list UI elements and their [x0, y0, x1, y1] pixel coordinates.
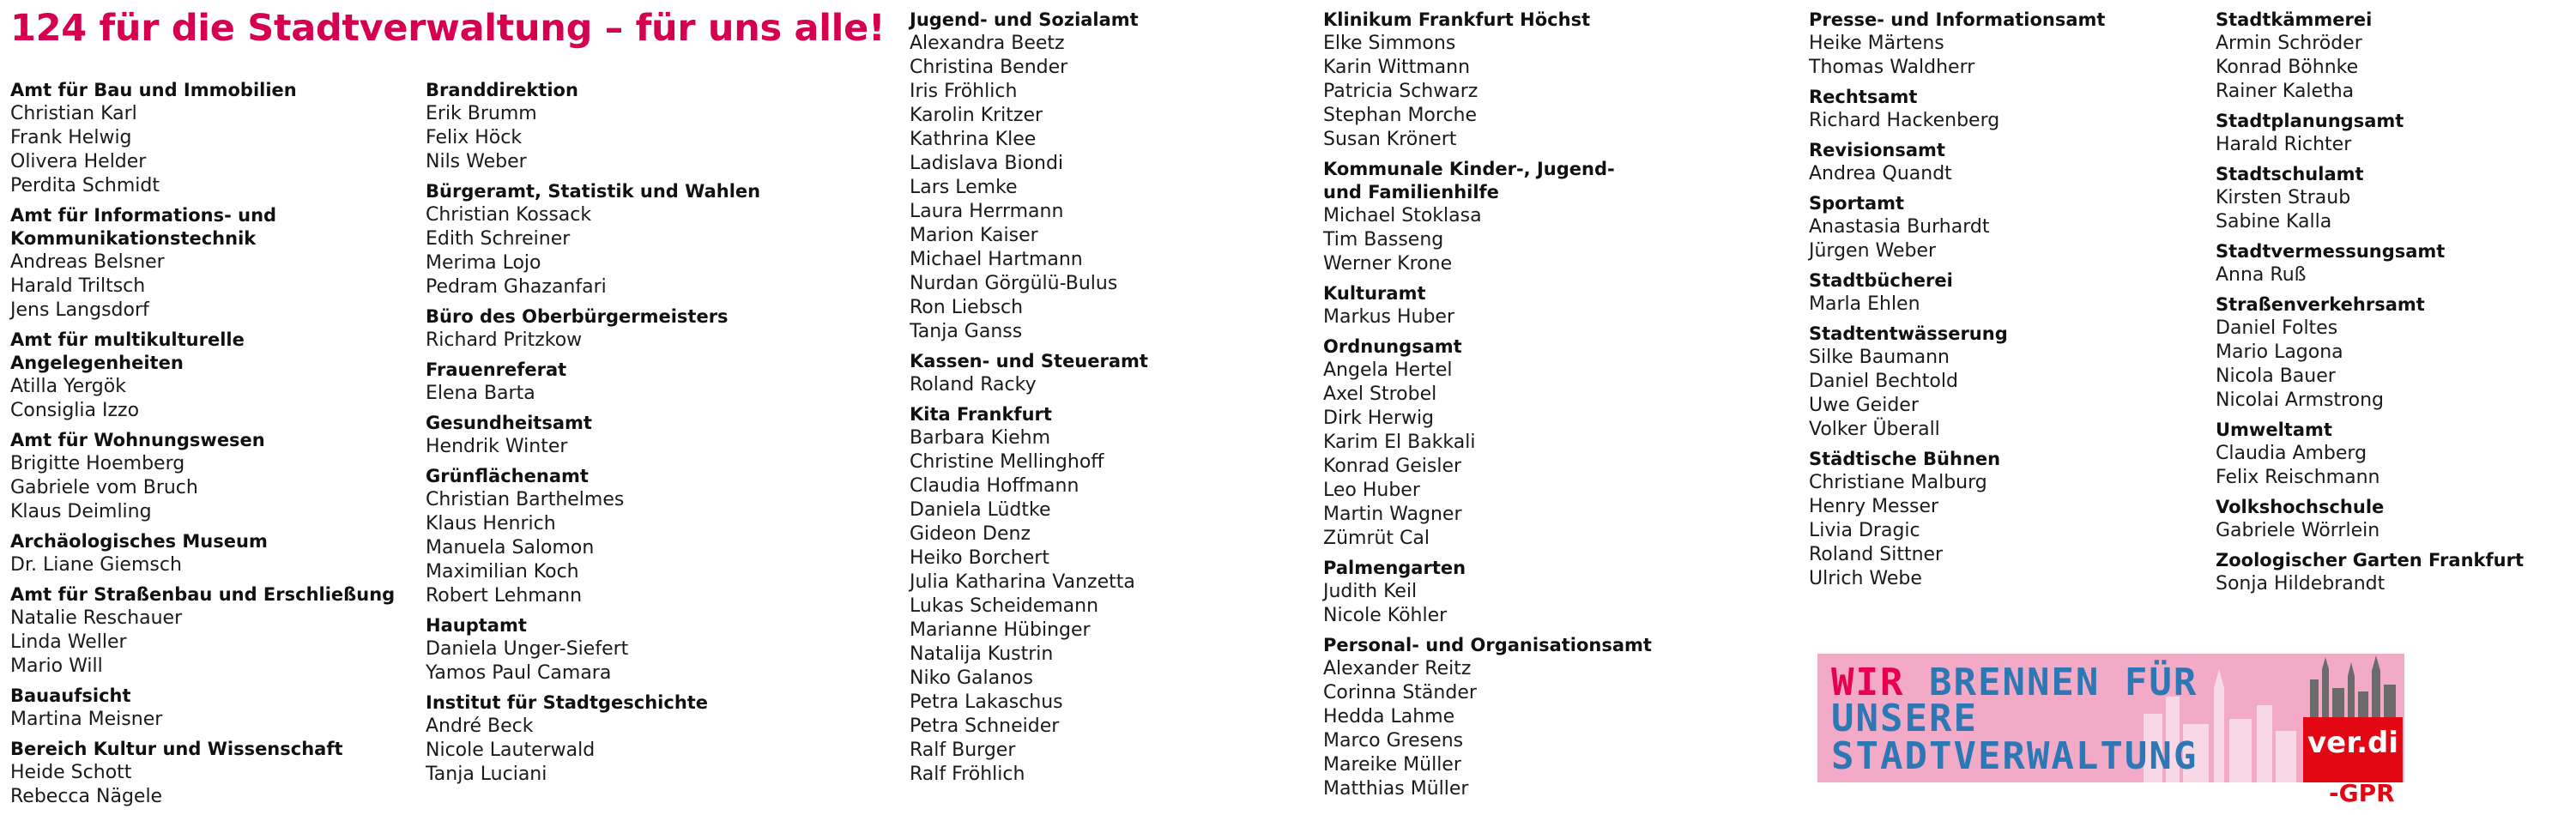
department-name: Amt für Bau und Immobilien — [10, 80, 297, 100]
department-name: Gesundheitsamt — [426, 413, 592, 433]
person-name: Martina Meisner — [10, 709, 163, 730]
department-name: Stadtvermessungsamt — [2216, 241, 2446, 262]
department-section — [426, 614, 829, 685]
gpr-label: -GPR — [2329, 779, 2395, 807]
person-name: Claudia Amberg — [2216, 443, 2367, 464]
department-name: Rechtsamt — [1809, 87, 1918, 107]
department-name: Kassen- und Steueramt — [910, 351, 1148, 371]
person-name: Mario Will — [10, 655, 103, 677]
person-name: Merima Lojo — [426, 252, 541, 274]
department-section — [10, 429, 414, 524]
department-name: Kommunikationstechnik — [10, 228, 257, 249]
person-name: Nicole Lauterwald — [426, 740, 596, 761]
person-name: Robert Lehmann — [426, 585, 583, 607]
department-section — [1809, 323, 2212, 442]
person-name: Werner Krone — [1323, 253, 1453, 275]
person-name: Ladislava Biondi — [910, 153, 1064, 174]
person-name: Petra Schneider — [910, 715, 1060, 737]
person-name: Richard Pritzkow — [426, 329, 583, 351]
person-name: Karin Wittmann — [1323, 57, 1471, 78]
department-section — [426, 79, 829, 174]
person-name: Michael Stoklasa — [1323, 205, 1482, 226]
department-name: Zoologischer Garten Frankfurt — [2216, 550, 2524, 570]
department-section — [2216, 163, 2576, 234]
person-name: Marco Gresens — [1323, 730, 1464, 752]
person-name: Julia Katharina Vanzetta — [910, 571, 1135, 593]
department-name: Revisionsamt — [1809, 140, 1945, 160]
department-name: Bereich Kultur und Wissenschaft — [10, 739, 343, 759]
person-name: Lars Lemke — [910, 177, 1018, 198]
person-name: Ralf Fröhlich — [910, 764, 1025, 785]
person-name: Petra Lakaschus — [910, 691, 1063, 713]
column-3 — [910, 9, 1313, 793]
person-name: Olivera Helder — [10, 151, 147, 172]
department-section — [426, 691, 829, 787]
department-name: Stadtbücherei — [1809, 270, 1953, 291]
person-name: Heike Märtens — [1809, 33, 1944, 54]
person-name: Karim El Bakkali — [1323, 432, 1476, 453]
person-name: Rainer Kaletha — [2216, 81, 2355, 102]
person-name: Manuela Salomon — [426, 537, 595, 558]
banner-highlight: WIR — [1831, 661, 1905, 704]
department-section — [2216, 9, 2576, 104]
person-name: Sonja Hildebrandt — [2216, 573, 2386, 595]
person-name: Ulrich Webe — [1809, 568, 1922, 589]
person-name: Perdita Schmidt — [10, 175, 160, 196]
person-name: Uwe Geider — [1809, 395, 1919, 416]
department-section — [10, 79, 414, 198]
person-name: Nurdan Görgülü-Bulus — [910, 273, 1118, 294]
department-name: Angelegenheiten — [10, 353, 184, 373]
person-name: Alexander Reitz — [1323, 658, 1472, 679]
person-name: Felix Höck — [426, 127, 523, 148]
person-name: Christiane Malburg — [1809, 472, 1987, 493]
person-name: Felix Reischmann — [2216, 467, 2380, 488]
department-name: Sportamt — [1809, 193, 1905, 214]
person-name: Tanja Luciani — [426, 764, 547, 785]
department-section — [2216, 240, 2576, 287]
person-name: Konrad Böhnke — [2216, 57, 2359, 78]
column-6 — [2216, 9, 2576, 602]
person-name: Richard Hackenberg — [1809, 110, 2000, 131]
department-section — [10, 204, 414, 323]
person-name: Yamos Paul Camara — [426, 662, 612, 684]
department-section — [2216, 549, 2576, 596]
person-name: Jens Langsdorf — [10, 299, 149, 321]
department-name: Institut für Stadtgeschichte — [426, 692, 709, 713]
person-name: Rebecca Nägele — [10, 786, 163, 807]
person-name: Claudia Hoffmann — [910, 475, 1079, 497]
person-name: Marla Ehlen — [1809, 293, 1920, 315]
person-name: Axel Strobel — [1323, 383, 1437, 405]
person-name: Anastasia Burhardt — [1809, 216, 1990, 238]
department-section — [2216, 419, 2576, 490]
person-name: Sabine Kalla — [2216, 211, 2332, 232]
person-name: Nils Weber — [426, 151, 527, 172]
person-name: Daniela Lüdtke — [910, 499, 1051, 521]
department-name: Kita Frankfurt — [910, 404, 1052, 425]
verdi-logo: ver.di — [2303, 717, 2403, 782]
person-name: Christian Kossack — [426, 204, 592, 226]
department-section — [1809, 269, 2212, 317]
person-name: Anna Ruß — [2216, 264, 2307, 286]
person-name: Mareike Müller — [1323, 754, 1461, 776]
department-name: Bauaufsicht — [10, 685, 131, 706]
person-name: Barbara Kiehm — [910, 427, 1051, 449]
person-name: Ron Liebsch — [910, 297, 1024, 318]
department-section — [1323, 335, 1726, 551]
department-name: Städtische Bühnen — [1809, 449, 2001, 469]
department-name: Amt für Wohnungswesen — [10, 430, 265, 450]
person-name: Nicolai Armstrong — [2216, 389, 2384, 411]
person-name: Thomas Waldherr — [1809, 57, 1975, 78]
person-name: Heide Schott — [10, 762, 132, 783]
person-name: Harald Triltsch — [10, 275, 146, 297]
person-name: Edith Schreiner — [426, 228, 571, 250]
person-name: Gabriele Wörrlein — [2216, 520, 2380, 541]
person-name: Volker Überall — [1809, 419, 1940, 440]
department-section — [1809, 9, 2212, 80]
person-name: Ralf Burger — [910, 740, 1016, 761]
person-name: Laura Herrmann — [910, 201, 1064, 222]
department-section — [2216, 496, 2576, 543]
department-name: Stadtplanungsamt — [2216, 111, 2404, 131]
person-name: Henry Messer — [1809, 496, 1939, 517]
person-name: Dr. Liane Giemsch — [10, 554, 182, 576]
person-name: Alexandra Beetz — [910, 33, 1065, 54]
person-name: Mario Lagona — [2216, 341, 2343, 363]
department-section — [426, 465, 829, 608]
department-name: Personal- und Organisationsamt — [1323, 635, 1652, 655]
person-name: André Beck — [426, 715, 534, 737]
person-name: Niko Galanos — [910, 667, 1033, 689]
person-name: Marion Kaiser — [910, 225, 1038, 246]
column-2 — [426, 79, 829, 793]
person-name: Natalie Reschauer — [10, 607, 183, 629]
person-name: Roland Sittner — [1809, 544, 1944, 565]
person-name: Roland Racky — [910, 374, 1037, 395]
person-name: Stephan Morche — [1323, 105, 1478, 126]
person-name: Klaus Henrich — [426, 513, 556, 534]
department-section — [1809, 86, 2212, 133]
person-name: Nicola Bauer — [2216, 365, 2336, 387]
person-name: Maximilian Koch — [426, 561, 579, 583]
person-name: Atilla Yergök — [10, 376, 126, 397]
department-section — [426, 305, 829, 353]
person-name: Christian Barthelmes — [426, 489, 625, 510]
person-name: Daniela Unger-Siefert — [426, 638, 629, 660]
department-name: Jugend- und Sozialamt — [910, 9, 1139, 30]
department-section — [1323, 282, 1726, 329]
department-section — [10, 583, 414, 679]
person-name: Susan Krönert — [1323, 129, 1457, 150]
person-name: Erik Brumm — [426, 103, 537, 124]
department-name: Straßenverkehrsamt — [2216, 294, 2425, 315]
department-section — [1809, 192, 2212, 263]
department-name: Bürgeramt, Statistik und Wahlen — [426, 181, 761, 202]
department-name: Kulturamt — [1323, 283, 1426, 304]
department-name: Presse- und Informationsamt — [1809, 9, 2106, 30]
person-name: Leo Huber — [1323, 480, 1420, 501]
person-name: Natalija Kustrin — [910, 643, 1054, 665]
department-section — [1809, 448, 2212, 591]
page-title: 124 für die Stadtverwaltung – für uns alle! — [10, 7, 886, 50]
department-name: Ordnungsamt — [1323, 336, 1462, 357]
department-section — [2216, 293, 2576, 413]
person-name: Kathrina Klee — [910, 129, 1037, 150]
person-name: Andreas Belsner — [10, 251, 165, 273]
person-name: Hedda Lahme — [1323, 706, 1455, 727]
column-4 — [1323, 9, 1726, 807]
person-name: Daniel Bechtold — [1809, 371, 1958, 392]
person-name: Gabriele vom Bruch — [10, 477, 198, 498]
department-name: Frauenreferat — [426, 359, 567, 380]
department-name: und Familienhilfe — [1323, 182, 1499, 202]
person-name: Christina Bender — [910, 57, 1068, 78]
department-name: Archäologisches Museum — [10, 531, 268, 552]
person-name: Karolin Kritzer — [910, 105, 1043, 126]
person-name: Dirk Herwig — [1323, 408, 1435, 429]
department-section — [426, 412, 829, 459]
department-section — [910, 9, 1313, 344]
department-section — [910, 350, 1313, 397]
column-1 — [10, 79, 414, 815]
person-name: Jürgen Weber — [1809, 240, 1937, 262]
department-section — [426, 359, 829, 406]
department-section — [1323, 158, 1726, 276]
department-name: Stadtkämmerei — [2216, 9, 2373, 30]
person-name: Linda Weller — [10, 631, 127, 653]
person-name: Christian Karl — [10, 103, 137, 124]
person-name: Patricia Schwarz — [1323, 81, 1478, 102]
person-name: Michael Hartmann — [910, 249, 1083, 270]
department-name: Stadtentwässerung — [1809, 323, 2008, 344]
department-name: Klinikum Frankfurt Höchst — [1323, 9, 1591, 30]
person-name: Daniel Foltes — [2216, 317, 2338, 339]
person-name: Kirsten Straub — [2216, 187, 2351, 208]
person-name: Martin Wagner — [1323, 504, 1462, 525]
department-name: Umweltamt — [2216, 420, 2332, 440]
person-name: Konrad Geisler — [1323, 456, 1462, 477]
department-section — [1809, 139, 2212, 186]
person-name: Elena Barta — [426, 383, 535, 404]
person-name: Judith Keil — [1323, 581, 1418, 602]
person-name: Armin Schröder — [2216, 33, 2362, 54]
department-section — [10, 685, 414, 732]
department-name: Amt für Informations- und — [10, 205, 277, 226]
person-name: Angela Hertel — [1323, 359, 1453, 381]
person-name: Livia Dragic — [1809, 520, 1920, 541]
person-name: Markus Huber — [1323, 306, 1455, 328]
person-name: Klaus Deimling — [10, 501, 152, 522]
person-name: Consiglia Izzo — [10, 400, 140, 421]
department-section — [10, 329, 414, 423]
banner-line-2: UNSERE — [1831, 697, 1978, 740]
department-section — [1323, 9, 1726, 152]
person-name: Frank Helwig — [10, 127, 132, 148]
banner-line-3: STADTVERWALTUNG — [1831, 734, 2198, 778]
department-name: Palmengarten — [1323, 558, 1466, 578]
person-name: Silke Baumann — [1809, 347, 1950, 368]
department-name: Branddirektion — [426, 80, 578, 100]
department-section — [426, 180, 829, 299]
person-name: Matthias Müller — [1323, 778, 1469, 800]
person-name: Pedram Ghazanfari — [426, 276, 607, 298]
department-section — [10, 530, 414, 577]
person-name: Nicole Köhler — [1323, 605, 1448, 626]
person-name: Heiko Borchert — [910, 547, 1049, 569]
department-name: Hauptamt — [426, 615, 527, 636]
person-name: Tim Basseng — [1323, 229, 1444, 251]
person-name: Hendrik Winter — [426, 436, 568, 457]
person-name: Gideon Denz — [910, 523, 1031, 545]
person-name: Marianne Hübinger — [910, 619, 1091, 641]
person-name: Andrea Quandt — [1809, 163, 1952, 184]
person-name: Harald Richter — [2216, 134, 2352, 155]
person-name: Zümrüt Cal — [1323, 528, 1430, 549]
department-section — [910, 403, 1313, 787]
person-name: Brigitte Hoemberg — [10, 453, 185, 474]
person-name: Lukas Scheidemann — [910, 595, 1099, 617]
person-name: Elke Simmons — [1323, 33, 1456, 54]
person-name: Christine Mellinghoff — [910, 451, 1104, 473]
department-section — [1323, 634, 1726, 801]
person-name: Iris Fröhlich — [910, 81, 1018, 102]
department-name: Amt für Straßenbau und Erschließung — [10, 584, 396, 605]
department-name: Kommunale Kinder-, Jugend- — [1323, 159, 1615, 179]
department-section — [10, 738, 414, 809]
column-5 — [1809, 9, 2212, 597]
person-name: Corinna Ständer — [1323, 682, 1477, 703]
department-name: Volkshochschule — [2216, 497, 2385, 517]
department-name: Amt für multikulturelle — [10, 329, 245, 350]
department-name: Stadtschulamt — [2216, 164, 2364, 184]
department-section — [1323, 557, 1726, 628]
department-name: Büro des Oberbürgermeisters — [426, 306, 729, 327]
person-name: Tanja Ganss — [910, 321, 1023, 342]
department-section — [2216, 110, 2576, 157]
department-name: Grünflächenamt — [426, 466, 589, 486]
banner-line-1-rest: BRENNEN FÜR — [1928, 661, 2198, 704]
